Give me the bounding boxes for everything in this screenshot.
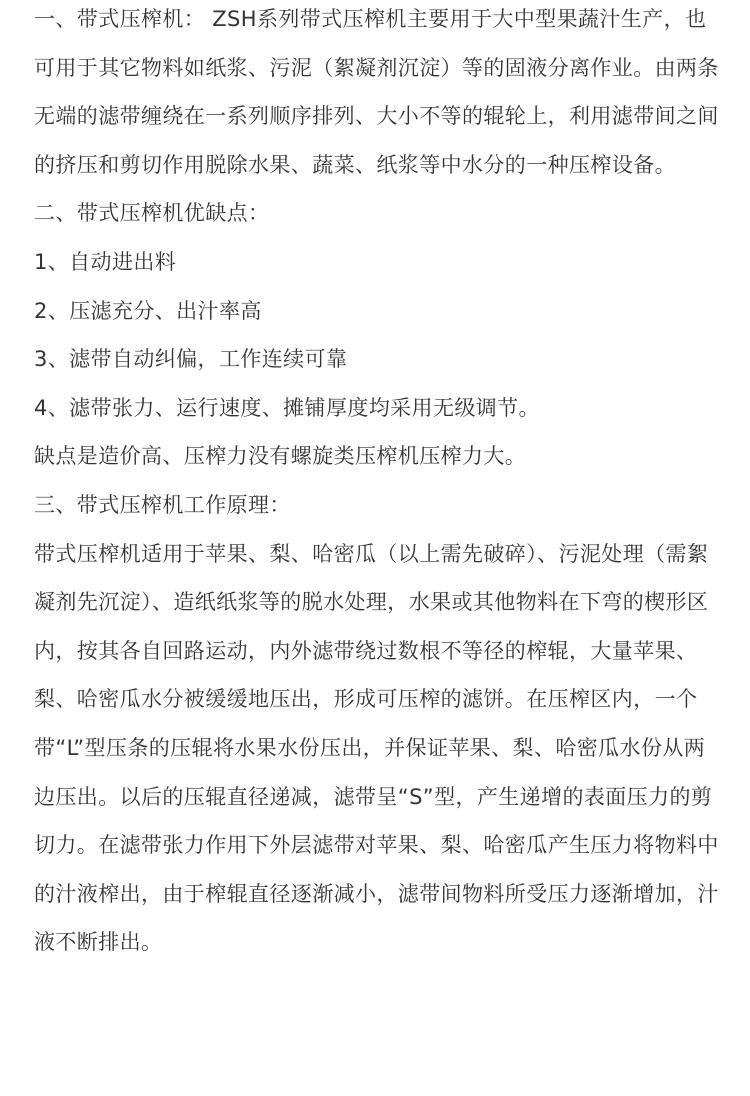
list-item-3: 3、滤带自动纠偏，工作连续可靠 bbox=[34, 347, 348, 372]
heading-pros-cons: 二、带式压榨机优缺点： bbox=[34, 201, 270, 226]
list-item-2: 2、压滤充分、出汁率高 bbox=[34, 298, 262, 323]
list-item-1: 1、自动进出料 bbox=[34, 249, 177, 274]
paragraph-disadvantage: 缺点是造价高、压榨力没有螺旋类压榨机压榨力大。 bbox=[34, 444, 527, 469]
paragraph-belt-press-intro: 一、带式压榨机： ZSH系列带式压榨机主要用于大中型果蔬汁生产，也可用于其它物料如纸浆、污泥（絮凝剂沉淀）等的固液分离作业。由两条无端的滤带缠绕在一系列顺序排列、大小不等的辊轮上，利用滤带间之间的挤压和剪切作用脱除水果、蔬菜、纸浆等中水分的一种压榨设备。 bbox=[34, 7, 719, 177]
paragraph-working-principle: 带式压榨机适用于苹果、梨、哈密瓜（以上需先破碎）、污泥处理（需絮凝剂先沉淀）、造纸纸浆等的脱水处理，水果或其他物料在下弯的楔形区内，按其各自回路运动，内外滤带绕过数根不等径的榨辊，大量苹果、梨、哈密瓜水分被缓缓地压出，形成可压榨的滤饼。在压榨区内，一个带“L”型压条的压辊将水果水份压出，并保证苹果、梨、哈密瓜水份从两边压出。以后的压辊直径递减，滤带呈“S”型，产生递增的表面压力的剪切力。在滤带张力作用下外层滤带对苹果、梨、哈密瓜产生压力将物料中的汁液榨出，由于榨辊直径逐渐减小，滤带间物料所受压力逐渐增加，汁液不断排出。 bbox=[34, 541, 719, 955]
heading-working-principle: 三、带式压榨机工作原理： bbox=[34, 492, 291, 517]
list-item-4: 4、滤带张力、运行速度、摊铺厚度均采用无级调节。 bbox=[34, 395, 540, 420]
